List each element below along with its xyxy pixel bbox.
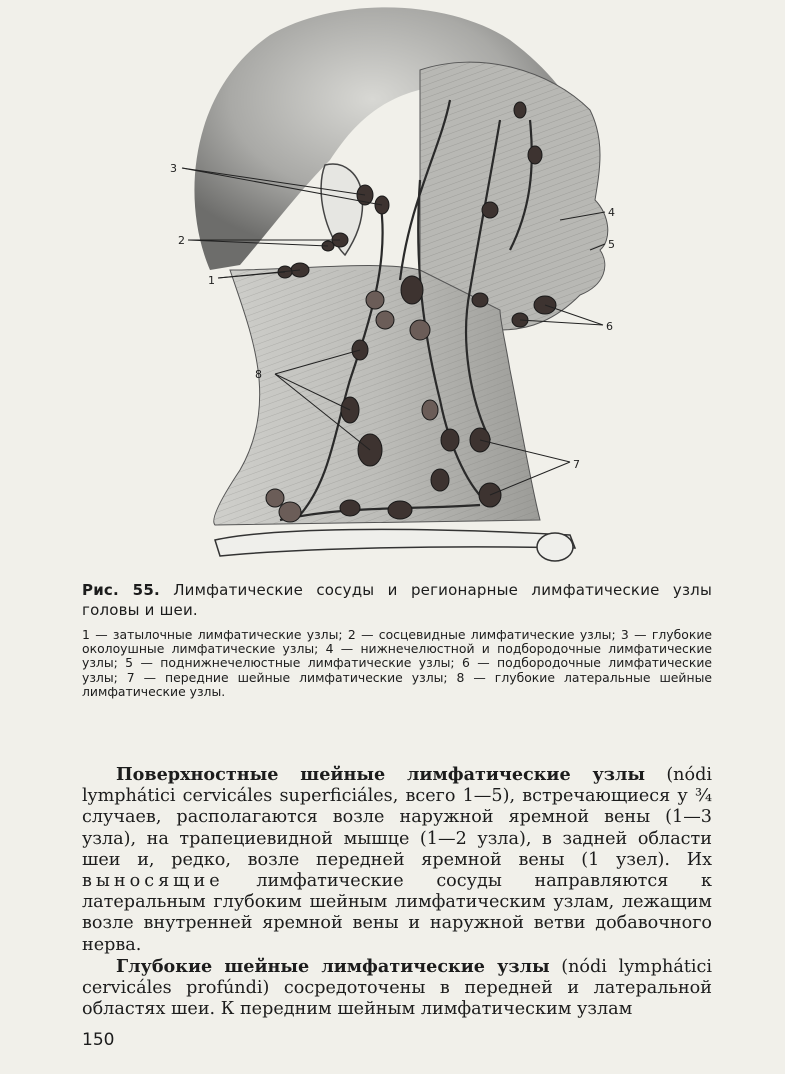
paragraph1-spaced-word: выносящие: [82, 871, 224, 892]
callout-2: 2: [178, 234, 185, 247]
callout-1: 1: [208, 274, 215, 287]
figure-legend: 1 — затылочные лимфатические узлы; 2 — сосцевидные лимфатические узлы; 3 — глубокие околоушные лимфатические узлы; 4 — нижнечелюстной и подбородочные лимфатические узлы; 5 — поднижнечелюстные лимфатические узлы; 6 — подбородочные лимфатические узлы; 7 — передние шейные лимфатические узлы; 8 — глубокие латеральные шейные лимфатические узлы.: [82, 627, 712, 699]
callout-5: 5: [608, 238, 615, 251]
callout-7: 7: [573, 458, 580, 471]
figure-title: Лимфатические сосуды и регионарные лимфатические узлы головы и шеи.: [82, 581, 712, 619]
head-neck-drawing: [150, 0, 650, 575]
anatomical-illustration: [150, 0, 650, 575]
callout-8: 8: [255, 368, 262, 381]
figure-label: Рис. 55.: [82, 581, 160, 599]
callout-4: 4: [608, 206, 615, 219]
clavicle: [215, 529, 575, 556]
paragraph-deep-nodes: [82, 956, 712, 1021]
term-superficial-nodes: Поверхностные шейные лимфатические узлы: [116, 764, 646, 785]
paragraph1-text1: (nódi lymphátici cerviсáles superficiáles, всего 1—5), встречающиеся у ¾ случаев, располагаются возле наружной яремной вены (1—3 узла), на трапециевидной мышце (1—2 узла), в задней области шеи и, редко, возле передней яремной вены (1 узел). Их: [82, 765, 712, 870]
page-number: 150: [82, 1030, 115, 1050]
callout-3: 3: [170, 162, 177, 175]
body-text: [82, 764, 712, 1020]
paragraph2-text: (nódi lymphátici cerviсáles profúndi) сосредоточены в передней и латеральной областях шеи. К передним шейным лимфатическим узлам: [82, 956, 713, 1020]
paragraph-superficial-nodes: [82, 764, 712, 956]
term-deep-nodes: Глубокие шейные лимфатические узлы: [116, 955, 550, 977]
paragraph1-text2: лимфатические сосуды направляются к латеральным глубоким шейным лимфатическим узлам, лежащим возле внутренней яремной вены и наружной ветви добавочного нерва.: [82, 871, 712, 955]
callout-6: 6: [606, 320, 613, 333]
figure-caption: [82, 580, 712, 620]
